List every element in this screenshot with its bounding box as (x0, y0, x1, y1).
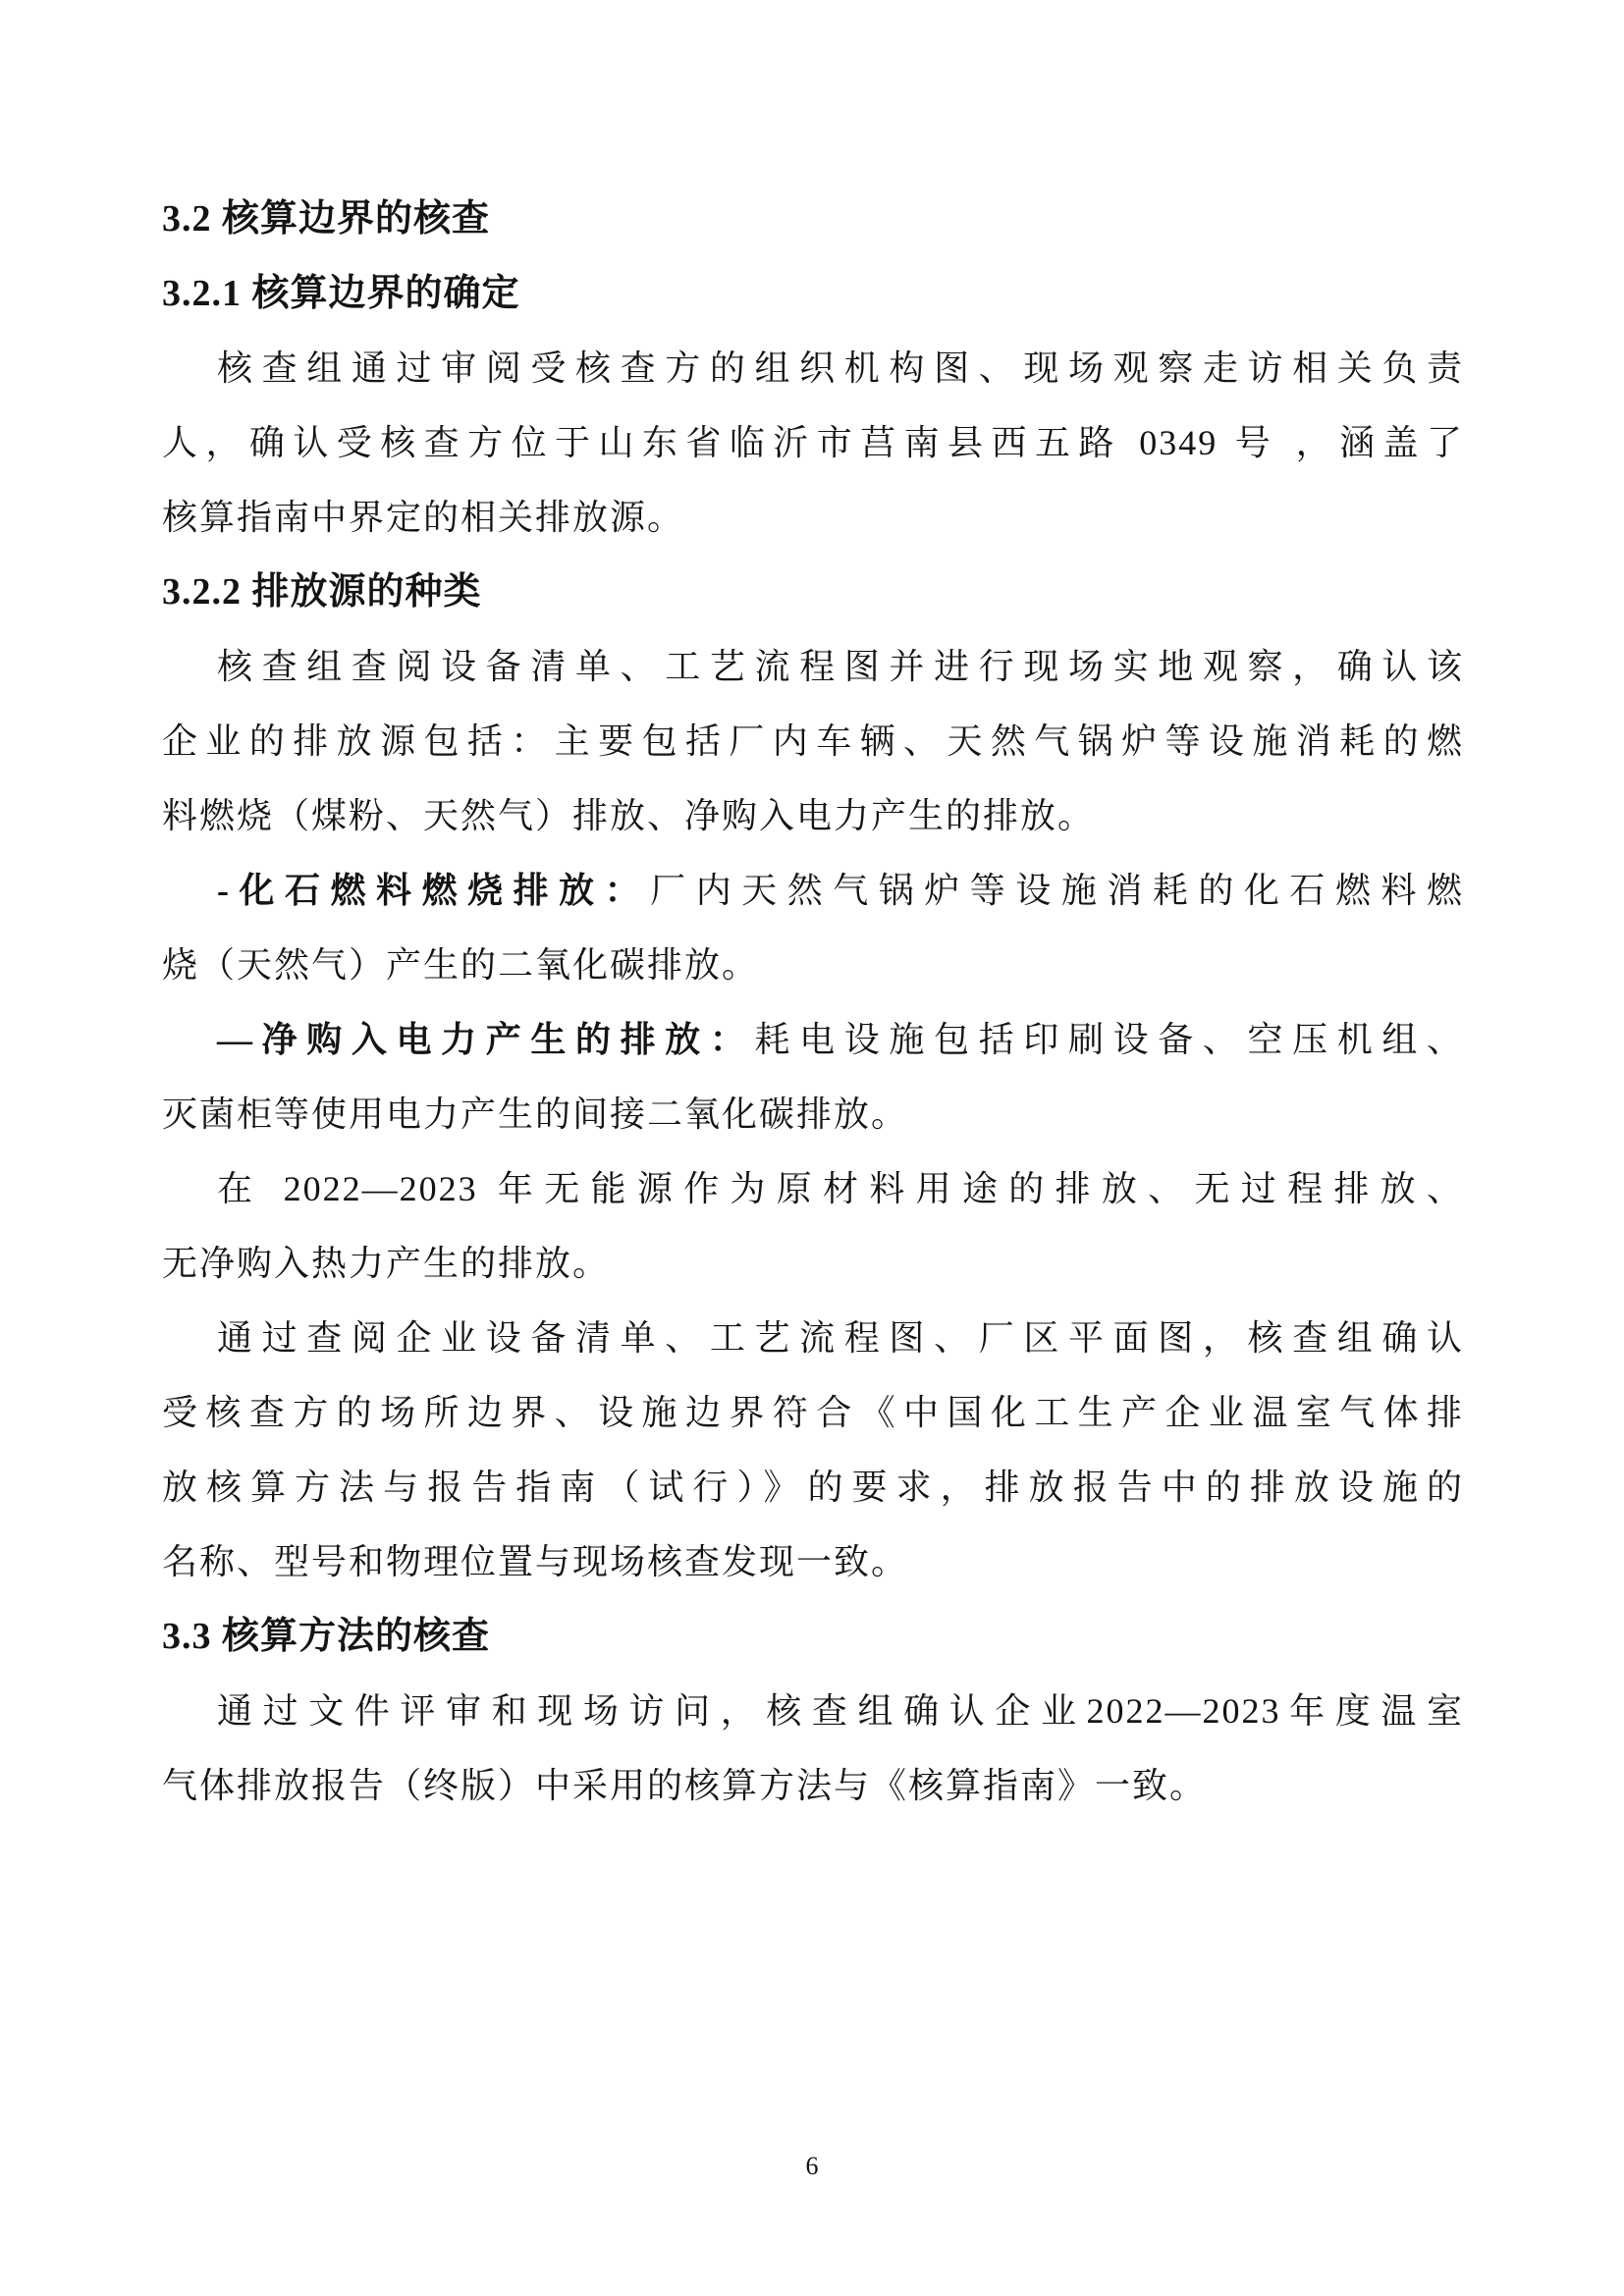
text-line: 无净购入热力产生的排放。 (162, 1244, 611, 1283)
text-line: 通过文件评审和现场访问，核查组确认企业2022—2023年度温室 (217, 1691, 1464, 1731)
paragraph (162, 331, 1464, 555)
text-line: 核算指南中界定的相关排放源。 (162, 498, 685, 537)
text-line: 在 2022—2023 年无能源作为原材料用途的排放、无过程排放、 (217, 1169, 1464, 1208)
text-line (162, 1002, 1464, 1077)
text-run: 厂内天然气锅炉等设施消耗的化石燃料燃 (650, 871, 1464, 910)
text-line: 烧（天然气）产生的二氧化碳排放。 (162, 945, 760, 985)
section-heading-3-3: 3.3 核算方法的核查 (162, 1616, 491, 1657)
text-run: 耗电设施包括印刷设备、空压机组、 (754, 1020, 1464, 1059)
section-heading-3-2-2: 3.2.2 排放源的种类 (162, 571, 482, 613)
bold-text-run: -化石燃料燃烧排放： (217, 871, 651, 910)
paragraph (162, 1301, 1464, 1599)
paragraph (162, 1002, 1464, 1151)
page-number: 6 (805, 2152, 819, 2180)
text-line: 企业的排放源包括：主要包括厂内车辆、天然气锅炉等设施消耗的燃 (162, 721, 1464, 761)
section-heading-3-2: 3.2 核算边界的核查 (162, 198, 491, 240)
text-line: 受核查方的场所边界、设施边界符合《中国化工生产企业温室气体排 (162, 1393, 1464, 1432)
paragraph (162, 629, 1464, 853)
section-heading-3-2-1: 3.2.1 核算边界的确定 (162, 273, 520, 314)
text-line (162, 853, 1464, 928)
text-line: 核查组查阅设备清单、工艺流程图并进行现场实地观察，确认该 (217, 647, 1464, 686)
paragraph (162, 1674, 1464, 1823)
text-line: 通过查阅企业设备清单、工艺流程图、厂区平面图，核查组确认 (217, 1318, 1464, 1358)
text-line: 核查组通过审阅受核查方的组织机构图、现场观察走访相关负责 (217, 348, 1464, 388)
document-content (162, 182, 1464, 1823)
paragraph (162, 1151, 1464, 1301)
text-line: 气体排放报告（终版）中采用的核算方法与《核算指南》一致。 (162, 1766, 1208, 1805)
text-line: 名称、型号和物理位置与现场核查发现一致。 (162, 1542, 909, 1581)
text-line: 灭菌柜等使用电力产生的间接二氧化碳排放。 (162, 1095, 909, 1134)
bold-text-run: —净购入电力产生的排放： (217, 1020, 755, 1059)
text-line: 料燃烧（煤粉、天然气）排放、净购入电力产生的排放。 (162, 796, 1096, 835)
text-line: 人，确认受核查方位于山东省临沂市莒南县西五路 0349 号 ，涵盖了 (162, 423, 1464, 462)
paragraph (162, 853, 1464, 1002)
text-line: 放核算方法与报告指南（试行）》的要求，排放报告中的排放设施的 (162, 1468, 1464, 1507)
